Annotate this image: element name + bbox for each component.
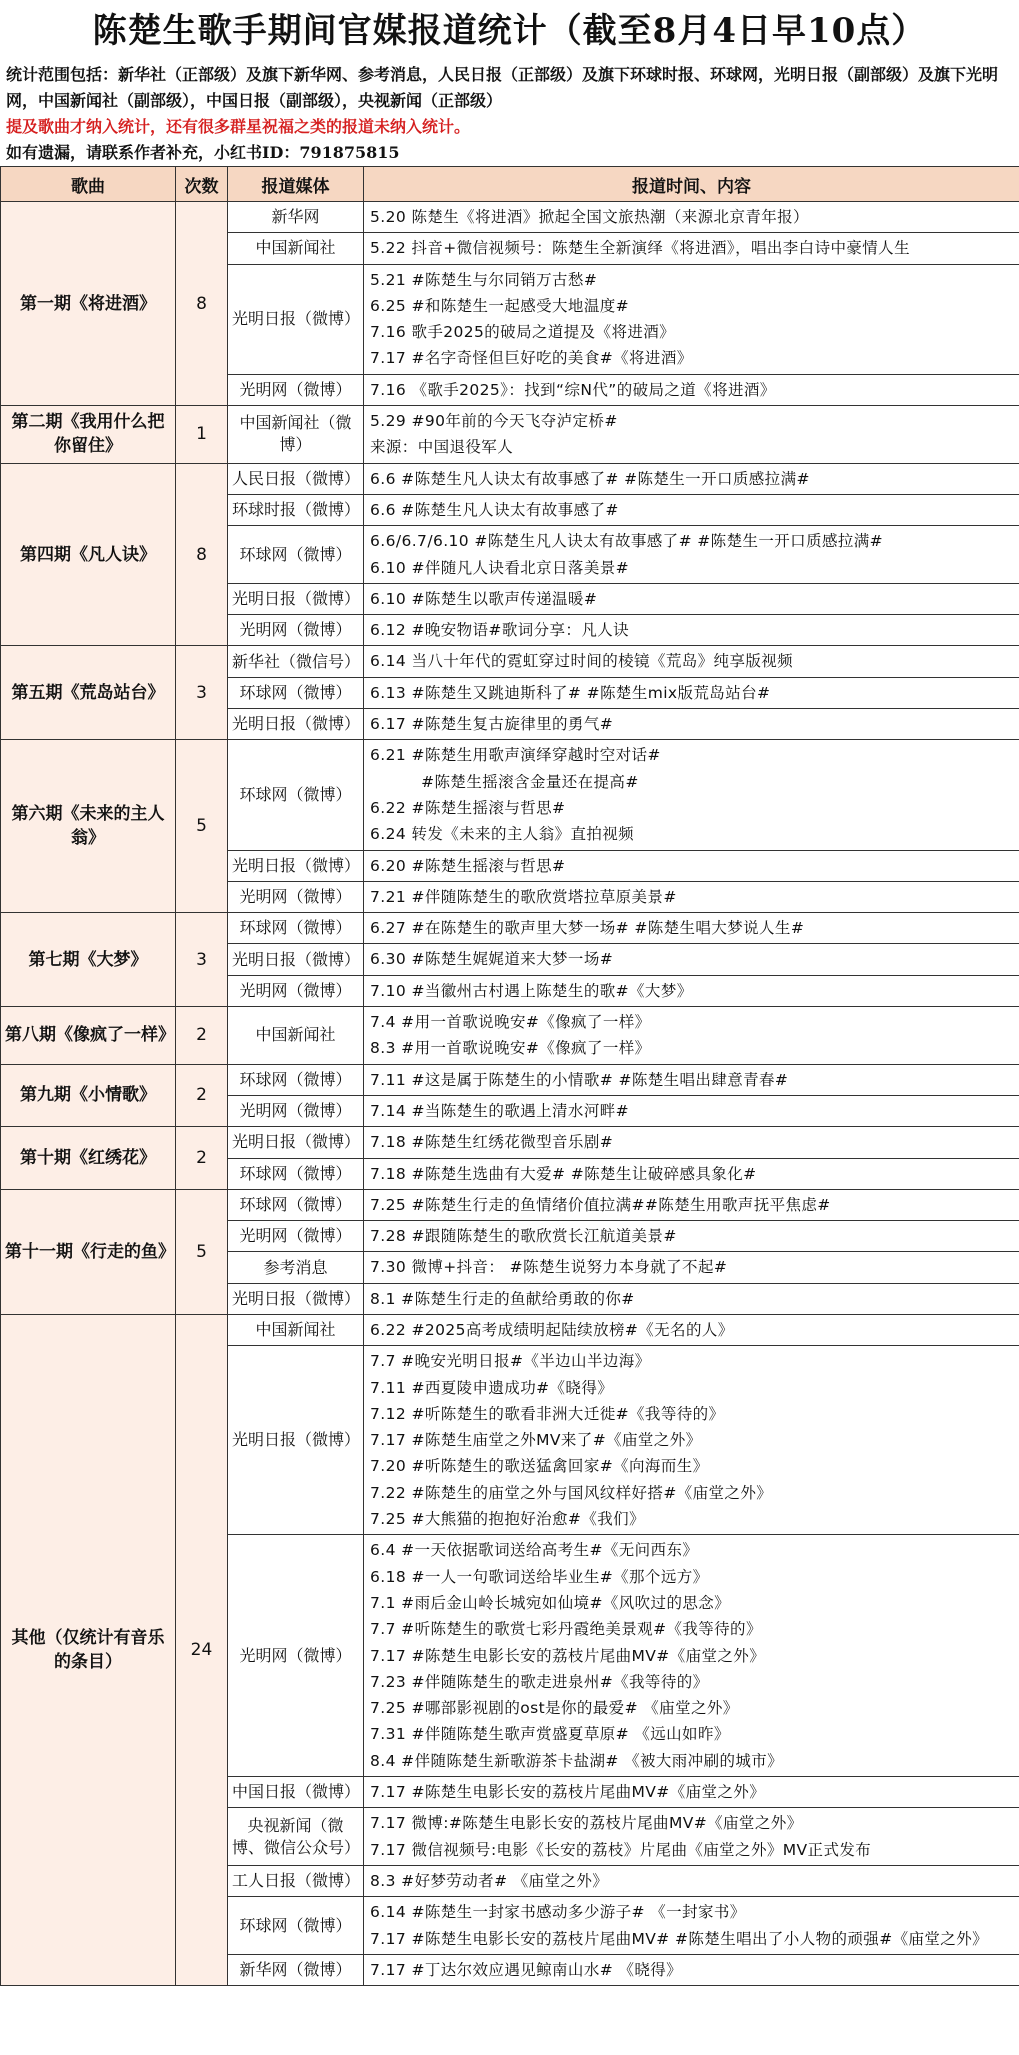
- episode-cell: 第七期《大梦》: [1, 913, 176, 1007]
- media-cell: 环球网（微博）: [228, 1064, 364, 1095]
- report-entry: 6.10 #伴随凡人诀看北京日落美景#: [370, 558, 630, 577]
- report-entry: 6.6 #陈楚生凡人诀太有故事感了#: [370, 500, 619, 519]
- episode-cell: 第五期《荒岛站台》: [1, 646, 176, 740]
- header-song: 歌曲: [1, 167, 176, 202]
- table-body: [1, 202, 1019, 1986]
- count-cell: 2: [176, 1007, 228, 1065]
- media-cell: 新华网: [228, 202, 364, 233]
- count-cell: 1: [176, 406, 228, 464]
- media-cell: 环球网（微博）: [228, 1189, 364, 1220]
- media-cell: 光明网（微博）: [228, 975, 364, 1006]
- report-entry: 6.6/6.7/6.10 #陈楚生凡人诀太有故事感了# #陈楚生一开口质感拉满#: [370, 532, 884, 551]
- report-entry: 6.27 #在陈楚生的歌声里大梦一场# #陈楚生唱大梦说人生#: [370, 919, 805, 938]
- report-entry: 7.18 #陈楚生红绣花微型音乐剧#: [370, 1133, 614, 1152]
- media-cell: 光明日报（微博）: [228, 264, 364, 374]
- content-cell: [364, 1897, 1019, 1955]
- report-entry: 7.14 #当陈楚生的歌遇上清水河畔#: [370, 1101, 630, 1120]
- report-entry: 5.29 #90年前的今天飞夺泸定桥#: [370, 412, 618, 431]
- content-cell: [364, 406, 1019, 464]
- table-row: [1, 1007, 1019, 1065]
- content-cell: [364, 233, 1019, 264]
- content-cell: [364, 1064, 1019, 1095]
- table-row: [1, 913, 1019, 944]
- content-cell: [364, 1954, 1019, 1985]
- media-cell: 光明日报（微博）: [228, 583, 364, 614]
- media-cell: 环球网（微博）: [228, 1897, 364, 1955]
- content-cell: [364, 1865, 1019, 1896]
- report-entry: 7.12 #听陈楚生的歌看非洲大迁徙#《我等待的》: [370, 1404, 725, 1423]
- media-cell: 人民日报（微博）: [228, 463, 364, 494]
- report-entry: 6.22 #2025高考成绩明起陆续放榜#《无名的人》: [370, 1320, 734, 1339]
- report-entry: 7.10 #当徽州古村遇上陈楚生的歌#《大梦》: [370, 981, 693, 1000]
- media-cell: 环球时报（微博）: [228, 494, 364, 525]
- report-entry: 7.17 #陈楚生电影长安的荔枝片尾曲MV#《庙堂之外》: [370, 1783, 766, 1802]
- episode-cell: 第二期《我用什么把你留住》: [1, 406, 176, 464]
- report-entry: 7.25 #陈楚生行走的鱼情绪价值拉满##陈楚生用歌声抚平焦虑#: [370, 1195, 831, 1214]
- media-cell: 光明网（微博）: [228, 374, 364, 405]
- content-cell: [364, 1535, 1019, 1777]
- report-entry: 6.4 #一天依据歌词送给高考生#《无问西东》: [370, 1541, 699, 1560]
- media-cell: 中国日报（微博）: [228, 1777, 364, 1808]
- count-cell: 8: [176, 202, 228, 406]
- content-cell: [364, 264, 1019, 374]
- report-entry: 6.14 当八十年代的霓虹穿过时间的棱镜《荒岛》纯享版视频: [370, 652, 794, 671]
- content-cell: [364, 944, 1019, 975]
- report-entry: 7.17 #陈楚生庙堂之外MV来了#《庙堂之外》: [370, 1431, 702, 1450]
- content-cell: [364, 677, 1019, 708]
- report-entry: 7.7 #晚安光明日报#《半边山半边海》: [370, 1352, 651, 1371]
- report-entry: 7.17 #陈楚生电影长安的荔枝片尾曲MV#《庙堂之外》: [370, 1646, 766, 1665]
- report-entry: 7.25 #大熊猫的抱抱好治愈#《我们》: [370, 1510, 645, 1529]
- content-cell: [364, 1314, 1019, 1345]
- media-cell: 光明日报（微博）: [228, 709, 364, 740]
- report-entry: 7.7 #听陈楚生的歌赏七彩丹霞绝美景观#《我等待的》: [370, 1620, 762, 1639]
- page-title: 陈楚生歌手期间官媒报道统计（截至8月4日早10点）: [92, 11, 927, 51]
- report-entry: 5.20 陈楚生《将进酒》掀起全国文旅热潮（来源北京青年报）: [370, 208, 809, 226]
- report-entry: 7.20 #听陈楚生的歌送猛禽回家#《向海而生》: [370, 1457, 709, 1476]
- report-entry: 7.17 微信视频号:电影《长安的荔枝》片尾曲《庙堂之外》MV正式发布: [370, 1840, 872, 1859]
- media-cell: 光明网（微博）: [228, 615, 364, 646]
- report-entry: 7.30 微博+抖音： #陈楚生说努力本身就了不起#: [370, 1258, 728, 1277]
- report-entry: 7.25 #哪部影视剧的ost是你的最爱# 《庙堂之外》: [370, 1699, 739, 1718]
- episode-cell: 第六期《未来的主人翁》: [1, 740, 176, 913]
- report-entry: 7.17 微博:#陈楚生电影长安的荔枝片尾曲MV#《庙堂之外》: [370, 1814, 803, 1833]
- table-row: [1, 1064, 1019, 1095]
- content-cell: [364, 709, 1019, 740]
- content-cell: [364, 1346, 1019, 1535]
- count-cell: 8: [176, 463, 228, 646]
- content-cell: [364, 1095, 1019, 1126]
- report-entry: 6.17 #陈楚生复古旋律里的勇气#: [370, 715, 614, 734]
- report-entry: 8.4 #伴随陈楚生新歌游茶卡盐湖# 《被大雨冲刷的城市》: [370, 1751, 784, 1770]
- media-cell: 环球网（微博）: [228, 1158, 364, 1189]
- report-entry: 6.20 #陈楚生摇滚与哲思#: [370, 856, 566, 875]
- report-entry: 6.24 转发《未来的主人翁》直拍视频: [370, 825, 635, 844]
- media-cell: 光明日报（微博）: [228, 1127, 364, 1158]
- media-cell: 光明日报（微博）: [228, 1346, 364, 1535]
- report-entry: 7.28 #跟随陈楚生的歌欣赏长江航道美景#: [370, 1227, 677, 1246]
- media-cell: 环球网（微博）: [228, 526, 364, 584]
- media-cell: 工人日报（微博）: [228, 1865, 364, 1896]
- count-cell: 5: [176, 1189, 228, 1314]
- count-cell: 3: [176, 913, 228, 1007]
- report-entry: 6.10 #陈楚生以歌声传递温暖#: [370, 589, 598, 608]
- report-entry: 8.3 #用一首歌说晚安#《像疯了一样》: [370, 1039, 651, 1058]
- content-cell: [364, 1808, 1019, 1866]
- report-entry: 5.22 抖音+微信视频号：陈楚生全新演绎《将进酒》，唱出李白诗中豪情人生: [370, 239, 910, 258]
- header-media: 报道媒体: [228, 167, 364, 202]
- media-cell: 参考消息: [228, 1252, 364, 1283]
- content-cell: [364, 913, 1019, 944]
- report-entry: 7.1 #雨后金山岭长城宛如仙境#《风吹过的思念》: [370, 1593, 731, 1612]
- episode-cell: 其他（仅统计有音乐的条目）: [1, 1314, 176, 1985]
- count-cell: 3: [176, 646, 228, 740]
- media-cell: 新华网（微博）: [228, 1954, 364, 1985]
- content-cell: [364, 646, 1019, 677]
- episode-cell: 第九期《小情歌》: [1, 1064, 176, 1127]
- criteria-note: 提及歌曲才纳入统计，还有很多群星祝福之类的报道未纳入统计。: [6, 117, 471, 136]
- count-cell: 2: [176, 1064, 228, 1127]
- report-entry: #陈楚生摇滚含金量还在提高#: [421, 772, 639, 791]
- table-row: [1, 406, 1019, 464]
- report-entry: 7.16 歌手2025的破局之道提及《将进酒》: [370, 323, 676, 342]
- media-cell: 中国新闻社: [228, 233, 364, 264]
- content-cell: [364, 975, 1019, 1006]
- media-cell: 光明日报（微博）: [228, 1283, 364, 1314]
- report-entry: 7.16 《歌手2025》：找到“综N代”的破局之道《将进酒》: [370, 380, 776, 399]
- media-cell: 新华社（微信号）: [228, 646, 364, 677]
- media-cell: 中国新闻社（微博）: [228, 406, 364, 464]
- table-row: [1, 1189, 1019, 1220]
- media-cell: 环球网（微博）: [228, 913, 364, 944]
- report-entry: 5.21 #陈楚生与尔同销万古愁#: [370, 270, 598, 289]
- content-cell: [364, 374, 1019, 405]
- report-table: [0, 166, 1019, 1986]
- media-cell: 光明日报（微博）: [228, 850, 364, 881]
- media-cell: 环球网（微博）: [228, 677, 364, 708]
- media-cell: 光明日报（微博）: [228, 944, 364, 975]
- report-entry: 8.1 #陈楚生行走的鱼献给勇敢的你#: [370, 1289, 635, 1308]
- scope-note: 统计范围包括：新华社（正部级）及旗下新华网、参考消息，人民日报（正部级）及旗下环球时报、环球网，光明日报（副部级）及旗下光明网，中国新闻社（副部级），中国日报（副部级），央视新闻（正部级）: [6, 65, 999, 110]
- count-cell: 2: [176, 1127, 228, 1190]
- report-entry: 7.17 #丁达尔效应遇见鲸南山水# 《晓得》: [370, 1960, 683, 1979]
- content-cell: [364, 615, 1019, 646]
- content-cell: [364, 1127, 1019, 1158]
- media-cell: 环球网（微博）: [228, 740, 364, 850]
- episode-cell: 第四期《凡人诀》: [1, 463, 176, 646]
- content-cell: [364, 881, 1019, 912]
- report-entry: 6.22 #陈楚生摇滚与哲思#: [370, 798, 566, 817]
- report-entry: 6.25 #和陈楚生一起感受大地温度#: [370, 296, 630, 315]
- report-entry: 7.4 #用一首歌说晚安#《像疯了一样》: [370, 1013, 651, 1032]
- header-content: 报道时间、内容: [364, 167, 1019, 202]
- content-cell: [364, 1777, 1019, 1808]
- report-entry: 6.6 #陈楚生凡人诀太有故事感了# #陈楚生一开口质感拉满#: [370, 469, 810, 488]
- table-header: [1, 167, 1019, 202]
- media-cell: 央视新闻（微博、微信公众号）: [228, 1808, 364, 1866]
- content-cell: [364, 494, 1019, 525]
- content-cell: [364, 463, 1019, 494]
- content-cell: [364, 1158, 1019, 1189]
- table-row: [1, 202, 1019, 233]
- report-entry: 6.13 #陈楚生又跳迪斯科了# #陈楚生mix版荒岛站台#: [370, 683, 771, 702]
- media-cell: 光明网（微博）: [228, 1095, 364, 1126]
- header-count: 次数: [176, 167, 228, 202]
- report-entry: 6.30 #陈楚生娓娓道来大梦一场#: [370, 950, 614, 969]
- content-cell: [364, 526, 1019, 584]
- report-entry: 7.17 #陈楚生电影长安的荔枝片尾曲MV# #陈楚生唱出了小人物的顽强#《庙堂之外》: [370, 1929, 988, 1948]
- report-entry: 7.11 #这是属于陈楚生的小情歌# #陈楚生唱出肆意青春#: [370, 1070, 789, 1089]
- report-entry: 6.21 #陈楚生用歌声演绎穿越时空对话#: [370, 746, 661, 765]
- notes: [0, 62, 1019, 166]
- content-cell: [364, 1007, 1019, 1065]
- content-cell: [364, 1189, 1019, 1220]
- table-row: [1, 463, 1019, 494]
- episode-cell: 第八期《像疯了一样》: [1, 1007, 176, 1065]
- report-entry: 7.11 #西夏陵申遗成功#《晓得》: [370, 1378, 614, 1397]
- content-cell: [364, 583, 1019, 614]
- table-row: [1, 740, 1019, 850]
- report-entry: 7.22 #陈楚生的庙堂之外与国风纹样好搭#《庙堂之外》: [370, 1483, 773, 1502]
- count-cell: 24: [176, 1314, 228, 1985]
- report-entry: 7.23 #伴随陈楚生的歌走进泉州#《我等待的》: [370, 1672, 709, 1691]
- content-cell: [364, 740, 1019, 850]
- media-cell: 中国新闻社: [228, 1007, 364, 1065]
- content-cell: [364, 1252, 1019, 1283]
- report-entry: 7.31 #伴随陈楚生歌声赏盛夏草原# 《远山如昨》: [370, 1725, 730, 1744]
- episode-cell: 第十期《红绣花》: [1, 1127, 176, 1190]
- table-row: [1, 1314, 1019, 1345]
- report-entry: 7.17 #名字奇怪但巨好吃的美食#《将进酒》: [370, 349, 693, 368]
- report-entry: 6.12 #晚安物语#歌词分享：凡人诀: [370, 621, 630, 640]
- episode-cell: 第一期《将进酒》: [1, 202, 176, 406]
- report-entry: 8.3 #好梦劳动者# 《庙堂之外》: [370, 1871, 609, 1890]
- media-cell: 光明网（微博）: [228, 881, 364, 912]
- report-entry: 来源：中国退役军人: [370, 438, 514, 457]
- count-cell: 5: [176, 740, 228, 913]
- content-cell: [364, 1283, 1019, 1314]
- media-cell: 光明网（微博）: [228, 1535, 364, 1777]
- media-cell: 光明网（微博）: [228, 1221, 364, 1252]
- table-row: [1, 646, 1019, 677]
- report-entry: 7.18 #陈楚生选曲有大爱# #陈楚生让破碎感具象化#: [370, 1164, 757, 1183]
- report-entry: 7.21 #伴随陈楚生的歌欣赏塔拉草原美景#: [370, 887, 677, 906]
- report-entry: 6.14 #陈楚生一封家书感动多少游子# 《一封家书》: [370, 1903, 746, 1922]
- content-cell: [364, 202, 1019, 233]
- contact-note: 如有遗漏，请联系作者补充，小红书ID：791875815: [6, 143, 400, 162]
- episode-cell: 第十一期《行走的鱼》: [1, 1189, 176, 1314]
- content-cell: [364, 850, 1019, 881]
- table-row: [1, 1127, 1019, 1158]
- report-entry: 6.18 #一人一句歌词送给毕业生#《那个远方》: [370, 1567, 709, 1586]
- content-cell: [364, 1221, 1019, 1252]
- media-cell: 中国新闻社: [228, 1314, 364, 1345]
